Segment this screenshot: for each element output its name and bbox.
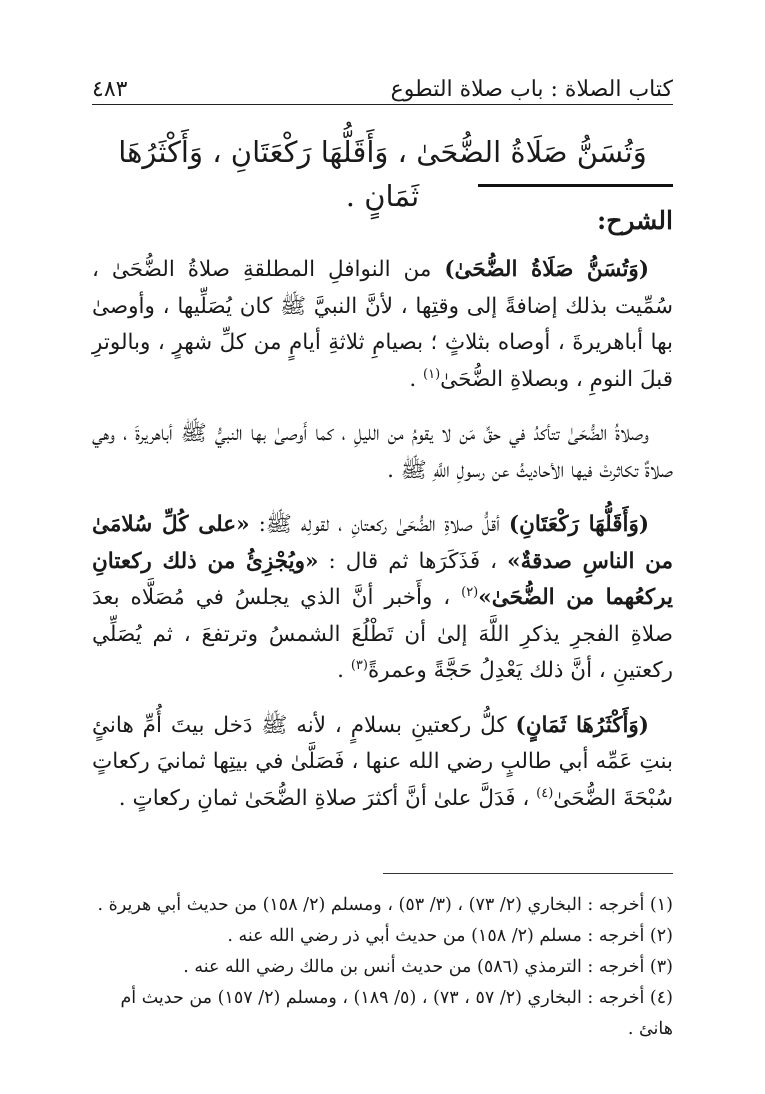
paragraph-3-end: . xyxy=(337,658,351,683)
paragraph-3-text-c: ، وأَخبر أنَّ الذي يجلسُ في مُصَلَّاه بعدَ صلاةِ الفجرِ يذكرِ اللَّهَ إلىٰ أن تَطْلُعَ الشمسُ وترتفعَ ، ثم يُصَلِّي ركعتينِ ، أنَّ ذلك يَعْدِلُ حَجَّةً وعمرةً xyxy=(92,585,673,683)
paragraph-4-text-a: كلُّ ركعتينِ بسلامٍ ، لأنه ﷺ دَخل بيتَ أُمِّ هانئٍ بنتِ عَمِّه أبي طالبٍ رضي الله عنها ، فَصَلَّىٰ في بيتِها ثمانيَ ركعاتٍ سُبْحَةَ الضُّحَىٰ xyxy=(92,712,673,811)
paragraph-3-lead: (وَأَقَلُّهَا رَكْعَتَانِ) xyxy=(508,512,649,537)
paragraph-1 xyxy=(92,252,673,398)
paragraph-4-lead: (وَأَكْثَرُهَا ثَمَانٍ) xyxy=(515,712,649,738)
paragraph-1-end: . xyxy=(409,366,424,392)
paragraph-4 xyxy=(92,708,673,818)
hadith-quote-1: «على كُلِّ سُلامَىٰ من الناسِ صدقةٌ» xyxy=(92,512,673,574)
footnote-rule xyxy=(383,873,673,874)
matn-text: وَتُسَنُّ صَلَاةُ الضُّحَىٰ ، وَأَقَلُّهَا رَكْعَتَانِ ، وَأَكْثَرُهَا ثَمَانٍ . xyxy=(118,135,647,213)
header-rule xyxy=(92,104,673,105)
footnote-ref-2[interactable]: (٢) xyxy=(461,584,479,600)
footnote-3: (٣) أخرجه : الترمذي (٥٨٦) من حديث أنس بن مالك رضي الله عنه . xyxy=(183,957,673,977)
paragraph-3-text-b: ، فَذَكَرَها ثم قال : xyxy=(318,548,508,574)
paragraph-3-text-a: أقلُّ صلاةِ الضُّحَىٰ ركعتانِ ، لقولِه ﷺ: xyxy=(249,512,509,537)
hadith-quote-2: «ويُجْزِئُ من ذلك ركعتانِ يركعُهما من الضُّحَىٰ» xyxy=(92,548,674,610)
paragraph-4-text-b: ، فَدَلَّ علىٰ أنَّ أكثرَ صلاةِ الضُّحَىٰ ثمانِ ركعاتٍ . xyxy=(118,785,537,811)
footnote-ref-3[interactable]: (٣) xyxy=(350,657,368,673)
page-number: ٤٨٣ xyxy=(92,77,128,102)
sharh-heading: الشرح: xyxy=(596,206,673,235)
matn-rule xyxy=(478,184,673,187)
paragraph-1-lead: (وَتُسَنُّ صَلَاةُ الضُّحَىٰ) xyxy=(444,257,649,282)
paragraph-1-text: من النوافلِ المطلقةِ صلاةُ الضُّحَىٰ ، سُمِّيت بذلك إضافةً إلى وقتِها ، لأنَّ النبيَّ ﷺ كان يُصَلِّيها ، وأوصىٰ بها أباهريرةَ ، أوصاه بثلاثٍ ؛ بصيامِ ثلاثةِ أيامٍ من كلِّ شهرٍ ، وبالوترِ قبلَ النومِ ، وبصلاةِ الضُّحَىٰ xyxy=(92,257,673,392)
footnote-2: (٢) أخرجه : مسلم (٢/ ١٥٨) من حديث أبي ذر رضي الله عنه . xyxy=(227,926,673,946)
footnotes xyxy=(92,890,673,1045)
paragraph-3 xyxy=(92,507,673,690)
running-header xyxy=(92,70,673,102)
footnote-1: (١) أخرجه : البخاري (٢/ ٧٣) ، (٣/ ٥٣) ، ومسلم (٢/ ١٥٨) من حديث أبي هريرة . xyxy=(97,895,673,915)
footnote-4: (٤) أخرجه : البخاري (٢/ ٥٧ ، ٧٣) ، (٥/ ١٨٩) ، ومسلم (٢/ ١٥٧) من حديث أم هانئ . xyxy=(120,988,673,1039)
paragraph-2: وصلاةُ الضُّحَىٰ تتأكدُ في حقِّ مَن لا يقومُ من الليلِ ، كما أَوصىٰ بها النبيُّ ﷺ أباهريرةَ ، وهي صلاةٌ تكاثرتْ فيها الأحاديثُ عن رسولِ اللَّهِ ﷺ . xyxy=(92,421,673,483)
chapter-title: كتاب الصلاة : باب صلاة التطوع xyxy=(390,77,673,102)
commentary-body xyxy=(92,252,673,835)
footnote-ref-1[interactable]: (١) xyxy=(423,366,441,382)
footnote-ref-4[interactable]: (٤) xyxy=(536,785,554,801)
